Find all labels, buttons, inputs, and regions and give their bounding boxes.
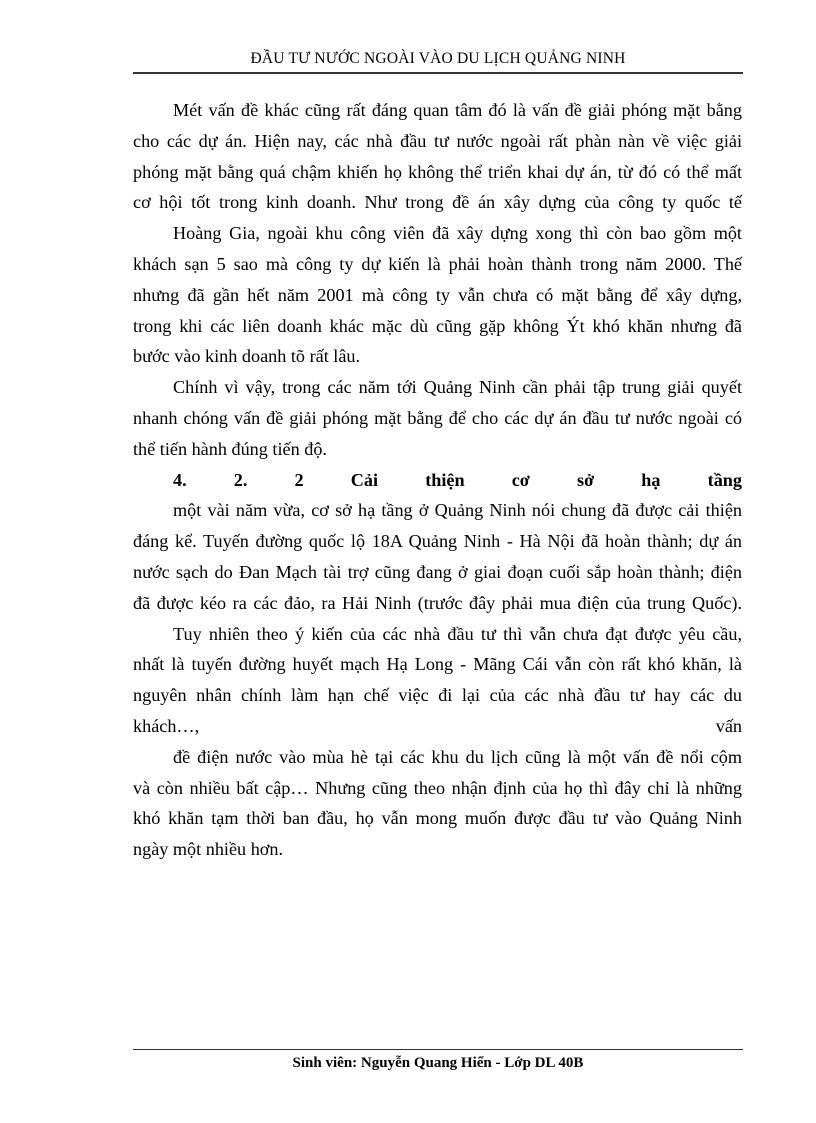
text-line: nước sạch do Đan Mạch tài trợ cũng đang ở giai đoạn cuối sắp hoàn thành; điện bbox=[133, 561, 742, 582]
text-line: và còn nhiều bất cập… Nhưng cũng theo nhận định của họ thì đây chỉ là những bbox=[133, 777, 742, 798]
text-line: Mét vấn đề khác cũng rất đáng quan tâm đó là vấn đề giải phóng mặt bằng bbox=[173, 100, 742, 120]
text-line: khó khăn tạm thời ban đầu, họ vẫn mong muốn được đầu tư vào Quảng Ninh bbox=[133, 808, 742, 829]
text-line: nhất là tuyến đường huyết mạch Hạ Long - Mãng Cái vẫn còn rất khó khăn, là bbox=[133, 654, 742, 675]
text-line: nguyên nhân chính làm hạn chế việc đi lại của các nhà đầu tư hay các du bbox=[133, 685, 742, 706]
text-line: ngày một nhiều hơn. bbox=[133, 839, 284, 860]
running-header: ĐẦU TƯ NƯỚC NGOÀI VÀO DU LỊCH QUẢNG NINH bbox=[250, 50, 626, 67]
header-divider bbox=[133, 72, 743, 74]
running-footer: Sinh viên: Nguyễn Quang Hiển - Lớp DL 40B bbox=[292, 1055, 584, 1071]
text-line: đề điện nước vào mùa hè tại các khu du lịch cũng là một vấn đề nổi cộm bbox=[173, 746, 742, 767]
text-line: trong khi các liên doanh khác mặc dù cũng gặp không Ýt khó khăn nhưng đã bbox=[133, 315, 742, 336]
text-line: một vài năm vừa, cơ sở hạ tầng ở Quảng Ninh nói chung đã được cải thiện bbox=[173, 500, 742, 521]
text-line: cơ hội tốt trong kinh doanh. Như trong đề án xây dựng của công ty quốc tế bbox=[133, 192, 742, 213]
footer-divider bbox=[133, 1049, 743, 1050]
text-line: Tuy nhiên theo ý kiến của các nhà đầu tư thì vẫn chưa đạt được yêu cầu, bbox=[173, 623, 742, 644]
text-line: Hoàng Gia, ngoài khu công viên đã xây dựng xong thì còn bao gồm một bbox=[173, 223, 742, 244]
text-line: đáng kể. Tuyến đường quốc lộ 18A Quảng Ninh - Hà Nội đã hoàn thành; dự án bbox=[133, 531, 742, 552]
text-line: nhanh chóng vấn đề giải phóng mặt bằng để cho các dự án đầu tư nước ngoài có bbox=[133, 407, 742, 428]
text-line: Chính vì vậy, trong các năm tới Quảng Ninh cần phải tập trung giải quyết bbox=[173, 377, 742, 398]
document-body bbox=[133, 95, 742, 865]
text-line: thể tiến hành đúng tiến độ. bbox=[133, 438, 327, 459]
text-line: nhưng đã gần hết năm 2001 mà công ty vẫn chưa có mặt bằng để xây dựng, bbox=[133, 284, 742, 305]
section-heading: 4. 2. 2 Cải thiện cơ sở hạ tầng bbox=[173, 469, 742, 490]
text-line: khách…, vấn bbox=[133, 715, 742, 736]
text-line: khách sạn 5 sao mà công ty dự kiến là phải hoàn thành trong năm 2000. Thế bbox=[133, 253, 742, 274]
text-line: cho các dự án. Hiện nay, các nhà đầu tư nước ngoài rất phàn nàn về việc giải bbox=[133, 130, 742, 151]
text-line: phóng mặt bằng quá chậm khiến họ không thể triển khai dự án, từ đó có thể mất bbox=[133, 161, 742, 182]
text-line: đã được kéo ra các đảo, ra Hải Ninh (trước đây phải mua điện của trung Quốc). bbox=[133, 592, 742, 613]
text-line: bước vào kinh doanh tõ rất lâu. bbox=[133, 346, 361, 367]
